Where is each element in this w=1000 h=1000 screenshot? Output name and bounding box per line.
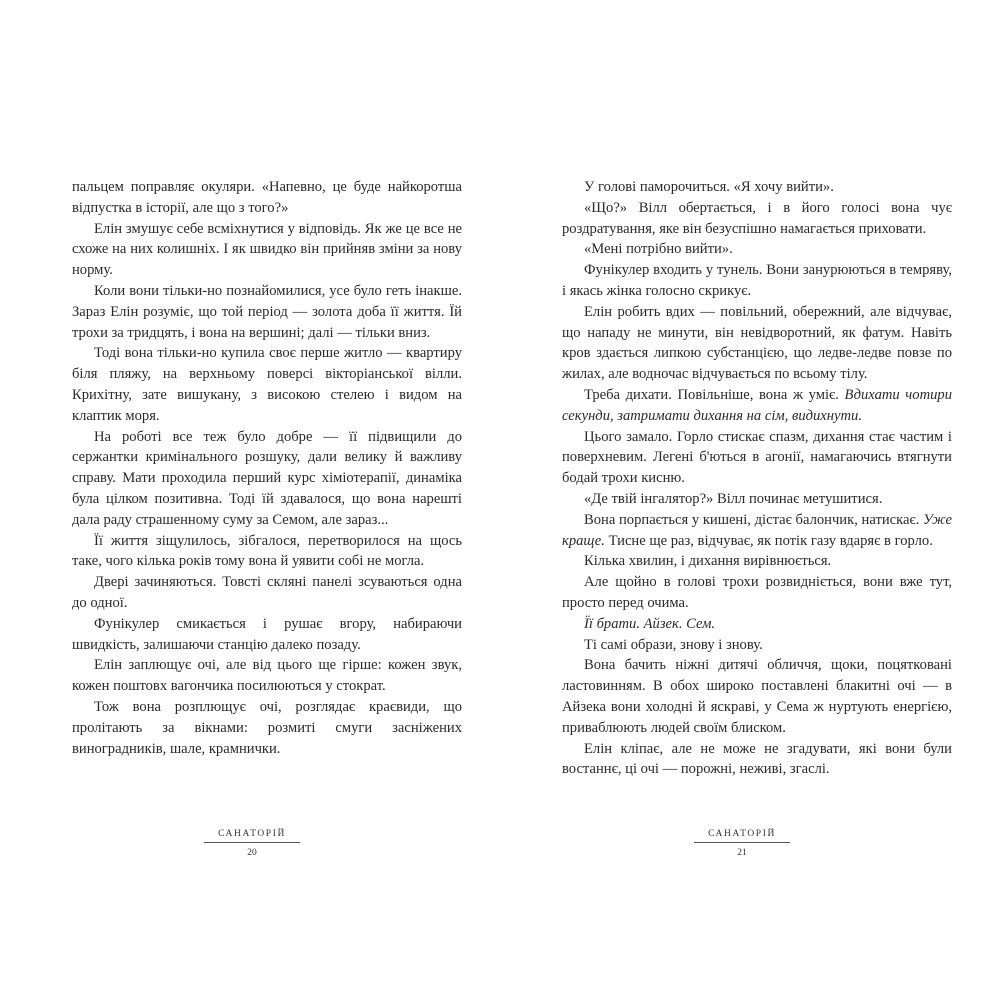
paragraph: Ті самі образи, знову і знову.	[584, 636, 763, 653]
left-page-footer	[162, 823, 342, 858]
right-page-text	[562, 177, 952, 780]
paragraph: пальцем поправляє окуляри. «Напевно, це буде найкоротша відпустка в історії, але що з того?»	[72, 179, 462, 216]
running-title: САНАТОРІЙ	[204, 829, 300, 843]
paragraph: Елін заплющує очі, але від цього ще гірше: кожен звук, кожен поштовх вагончика посилюються у стократ.	[72, 657, 462, 695]
paragraph: У голові паморочиться. «Я хочу вийти».	[584, 179, 834, 195]
paragraph: «Що?» Вілл обертається, і в його голосі вона чує роздратування, яке він безуспішно намагається приховати.	[562, 199, 952, 237]
paragraph: Цього замало. Горло стискає спазм, дихання стає частим і поверхневим. Легені б'ються в агонії, намагаючись втягнути бодай трохи кисню.	[562, 428, 952, 487]
paragraph: «Де твій інгалятор?» Вілл починає метушитися.	[584, 490, 883, 507]
page-number: 21	[737, 848, 747, 858]
left-page-text	[72, 177, 462, 759]
left-page	[72, 177, 462, 759]
paragraph: Елін змушує себе всміхнутися у відповідь. Як же це все не схоже на них колишніх. І як швидко він прийняв зміни за нову норму.	[72, 220, 462, 279]
right-page-footer	[652, 823, 832, 858]
italic-text: Вдихати чотири секунди, затримати дихання на сім, видихнути.	[562, 386, 952, 424]
paragraph: Елін робить вдих — повільний, обережний, але відчуває, що нападу не минути, він невідворотний, як фатум. Навіть кров здається липкою субстанцією, що ледве-ледве повзе по жилах, але водночас відчувається по всьому тілу.	[562, 303, 952, 383]
paragraph: Коли вони тільки-но познайомилися, усе було геть інакше. Зараз Елін розуміє, що той період — золота доба її життя. Їй трохи за тридцять, і вона на вершині; далі — тільки вниз.	[72, 282, 462, 341]
paragraph: Її життя зіщулилось, зібгалося, перетворилося на щось таке, чого кілька років тому вона й уявити собі не могла.	[72, 532, 462, 570]
paragraph: Фунікулер входить у тунель. Вони занурюються в темряву, і якась жінка голосно скрикує.	[562, 262, 952, 299]
paragraph: Вона порпається у кишені, дістає балончик, натискає. Уже краще. Тисне ще раз, відчуває, як потік газу вдаряє в горло.	[562, 511, 952, 549]
page-number: 20	[247, 848, 257, 858]
paragraph: Елін кліпає, але не може не згадувати, які вони були востаннє, ці очі — порожні, неживі, згаслі.	[562, 740, 952, 778]
right-page	[562, 177, 952, 780]
italic-text: Уже краще.	[562, 511, 952, 549]
paragraph: Вона бачить ніжні дитячі обличчя, щоки, поцятковані ластовинням. В обох широко поставлені блакитні очі — в Айзека вони холодні й яскраві, у Сема ж нуртують енергією, приваблюють людей своїм блиском.	[562, 657, 952, 736]
paragraph: Треба дихати. Повільніше, вона ж уміє. Вдихати чотири секунди, затримати дихання на сім, видихнути.	[562, 386, 952, 424]
paragraph	[562, 614, 952, 635]
paragraph: Фунікулер смикається і рушає вгору, набираючи швидкість, залишаючи станцію далеко позаду.	[72, 615, 462, 653]
paragraph: Тож вона розплющує очі, розглядає краєвиди, що пролітають за вікнами: розмиті смуги засніжених виноградників, шале, крамнички.	[72, 698, 462, 757]
paragraph: Кілька хвилин, і дихання вирівнюється.	[584, 553, 832, 570]
paragraph: Тоді вона тільки-но купила своє перше житло — квартиру біля пляжу, на верхньому поверсі вікторіанської вілли. Крихітну, зате вишукану, з високою стелею і видом на клаптик моря.	[72, 345, 462, 424]
paragraph: На роботі все теж було добре — її підвищили до сержантки кримінального розшуку, дали велику й важливу справу. Мати проходила перший курс хіміотерапії, динаміка була цілком позитивна. Тоді їй здавалося, що вона нарешті дала раду страшенному суму за Семом, але зараз...	[72, 428, 462, 528]
running-title: САНАТОРІЙ	[694, 829, 790, 843]
paragraph: Але щойно в голові трохи розвидніється, вони вже тут, просто перед очима.	[562, 574, 952, 611]
paragraph: Двері зачиняються. Товсті скляні панелі зсуваються одна до одної.	[72, 574, 462, 611]
paragraph: «Мені потрібно вийти».	[584, 241, 733, 258]
italic-text: Її брати. Айзек. Сем.	[584, 615, 716, 632]
